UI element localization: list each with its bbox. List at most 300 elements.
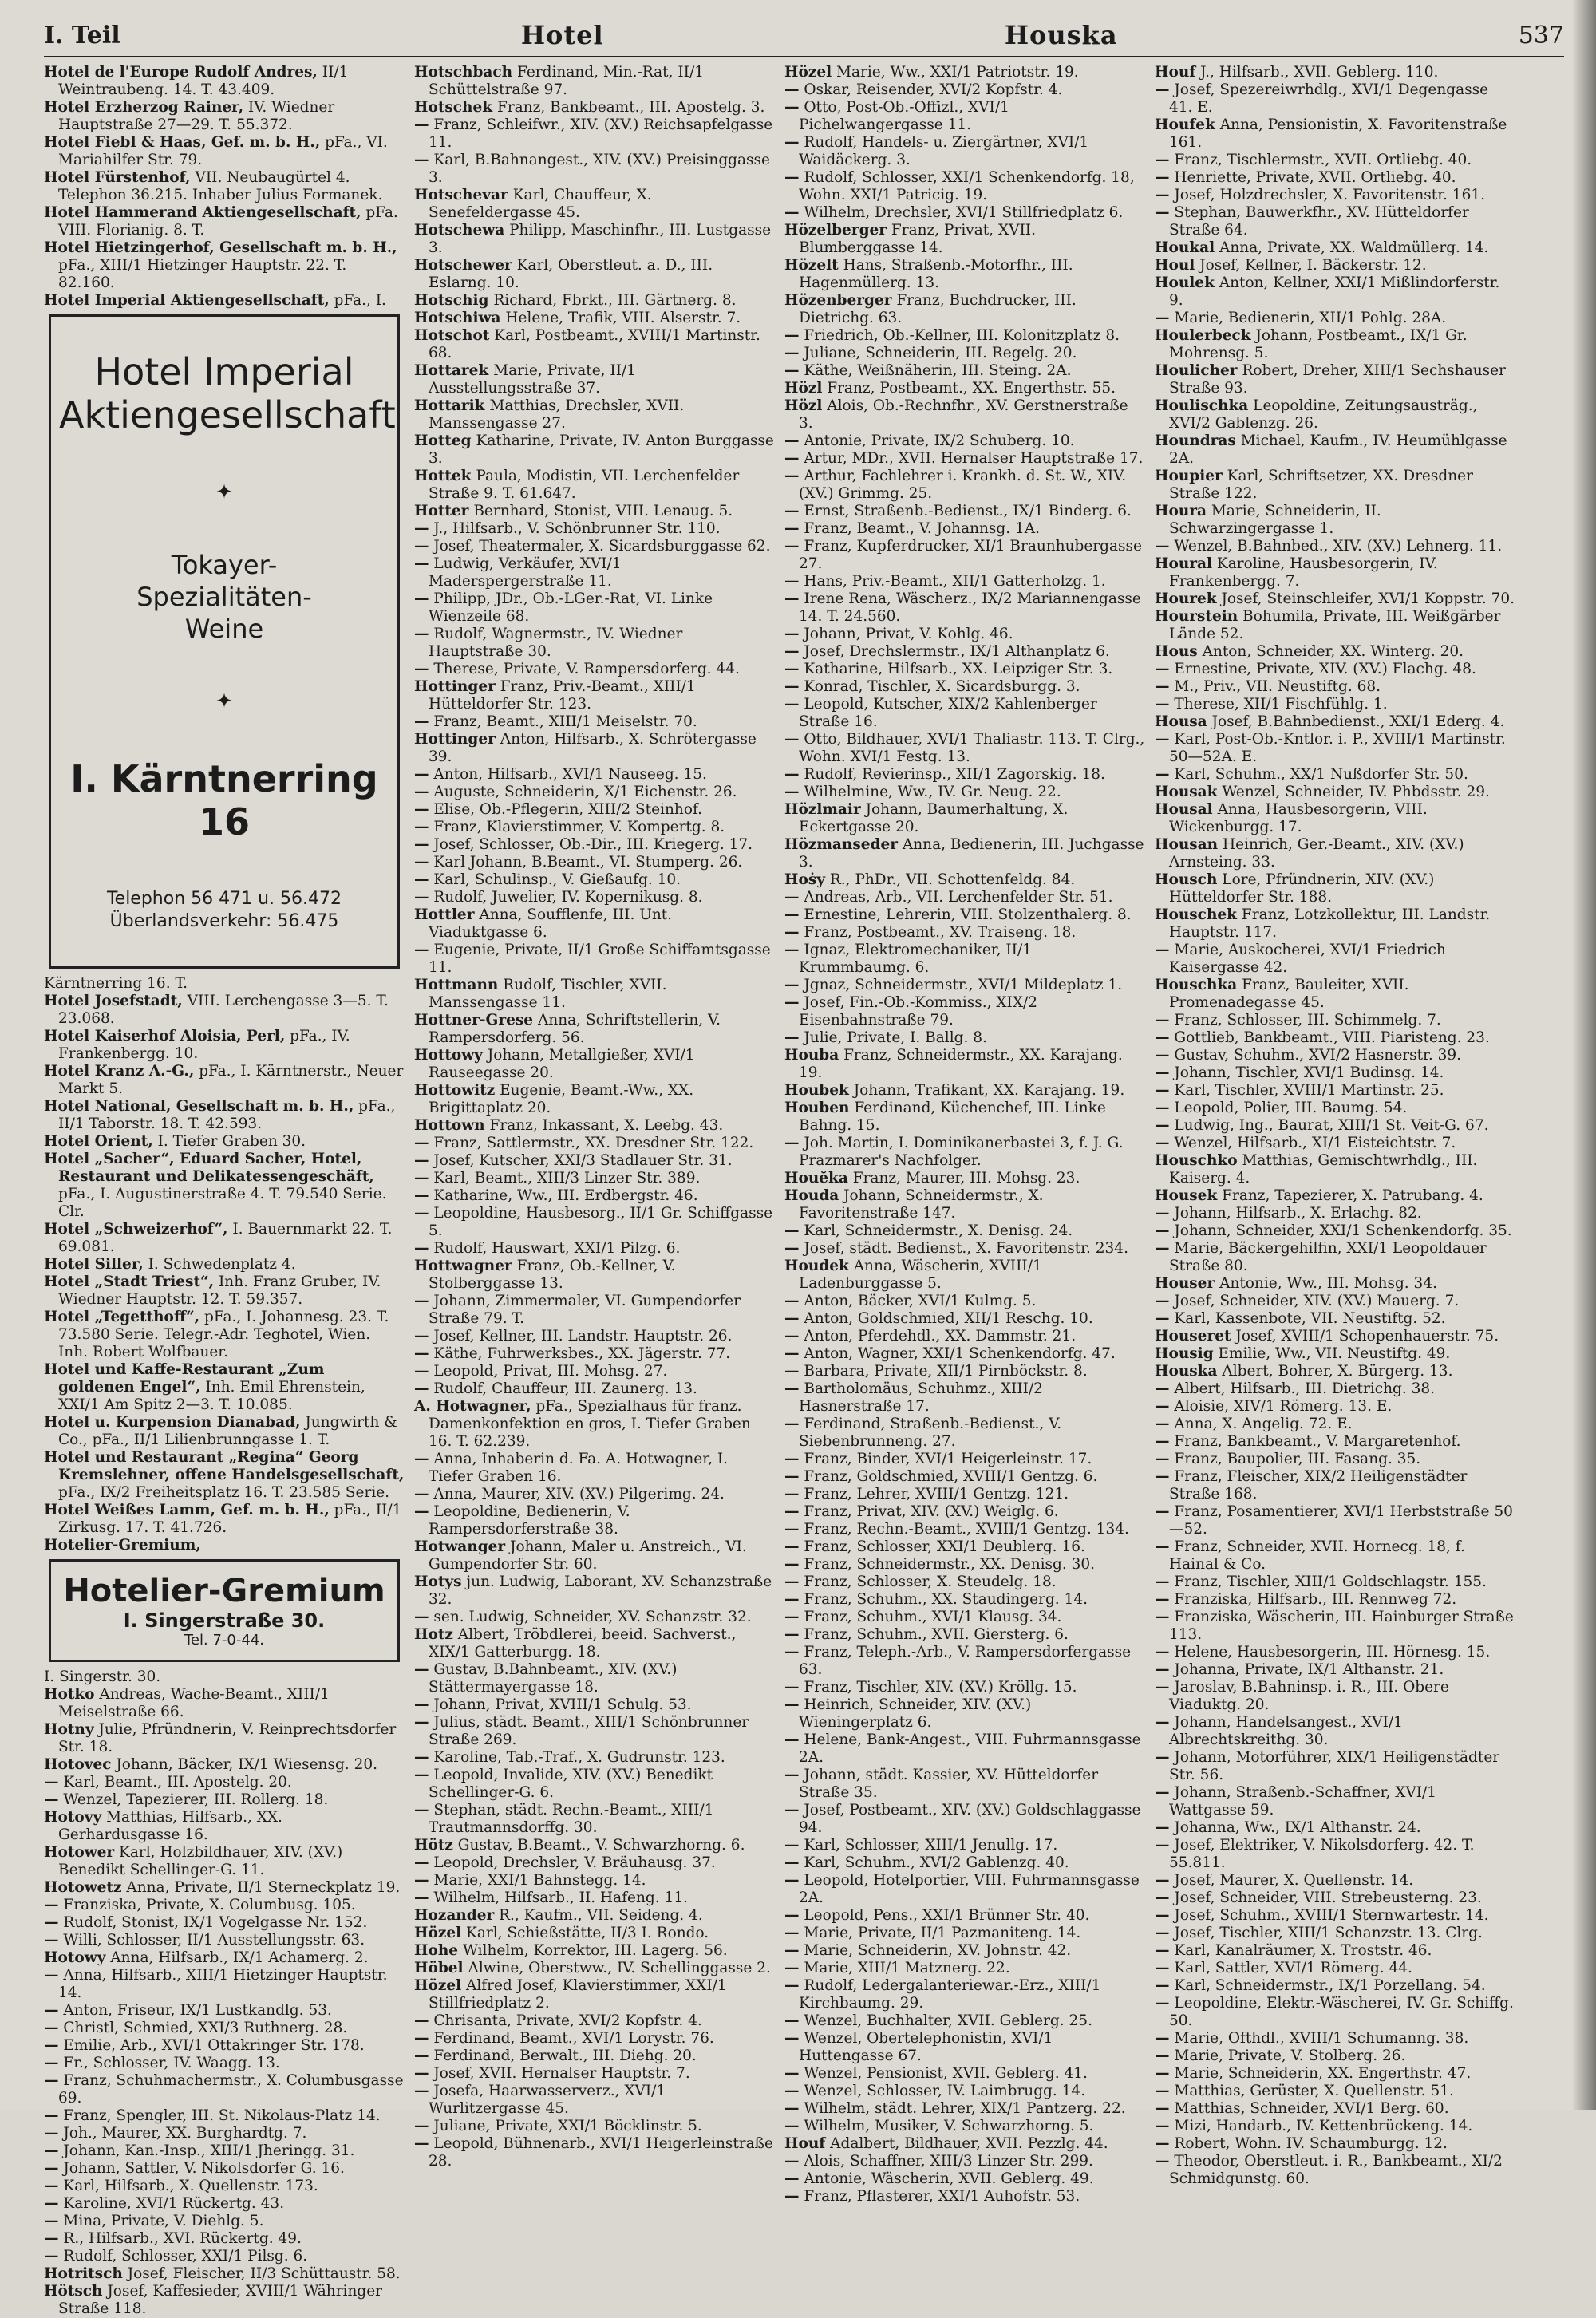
entry-details: Karl, Post-Ob.-Kntlor. i. P., XVIII/1 Martinstr. 50—52A. E. [1169, 731, 1506, 765]
entry-details: Josef, Drechslermstr., IX/1 Althanplatz 6. [804, 643, 1110, 660]
ad-title-line2: Aktiengesellschaft [59, 393, 396, 436]
directory-entry [414, 1837, 775, 1854]
directory-entry [784, 1802, 1145, 1837]
entry-name: — [1155, 1784, 1170, 1801]
entry-name: — [784, 1679, 800, 1696]
entry-name: — [414, 2135, 429, 2152]
column-4 [1155, 64, 1515, 2318]
entry-details: Anton, Bäcker, XVI/1 Kulmg. 5. [804, 1293, 1037, 1309]
entry-details: VIII. Lerchengasse 3—5. T. 23.068. [58, 993, 389, 1027]
entry-name: — [414, 152, 429, 168]
directory-entry [44, 1774, 405, 1791]
directory-entry [1155, 1644, 1515, 1661]
entry-details: Karl, Kanalräumer, X. Troststr. 46. [1174, 1942, 1432, 1959]
entry-name: — [784, 1029, 800, 1046]
entry-name: — [784, 1135, 800, 1151]
entry-name: Housek [1155, 1187, 1218, 1204]
directory-entry [414, 1890, 775, 1907]
entry-details: Willi, Schlosser, II/1 Ausstellungsstr. 63. [63, 1932, 365, 1949]
directory-entry [1155, 64, 1515, 81]
entry-name: — [784, 1591, 800, 1608]
directory-entry [414, 713, 775, 731]
entry-details: Mina, Private, V. Diehlg. 5. [63, 2213, 264, 2229]
directory-entry [44, 1221, 405, 1256]
entry-details: Ferdinand, Beamt., XVI/1 Lorystr. 76. [433, 2030, 714, 2047]
directory-entry [414, 1328, 775, 1345]
entry-name: — [784, 889, 800, 906]
directory-entry [414, 555, 775, 590]
entry-details: Josef, Elektriker, V. Nikolsdorferg. 42. T. 55.811. [1169, 1837, 1475, 1871]
entry-details: Johann, Bäcker, IX/1 Wiesensg. 20. [116, 1756, 377, 1773]
directory-entry [414, 626, 775, 661]
entry-details: Franz, Lotzkollektur, III. Landstr. Hauptstr. 117. [1169, 906, 1491, 941]
entry-name: — [44, 1774, 59, 1791]
entry-name: — [784, 450, 800, 467]
directory-entry [784, 2118, 1145, 2135]
entry-details: Philipp, Maschinfhr., III. Lustgasse 3. [429, 222, 772, 256]
entry-details: Heinrich, Schneider, XIV. (XV.) Wieningerplatz 6. [799, 1696, 1032, 1731]
directory-entry [1155, 1784, 1515, 1819]
entry-name: — [1155, 1398, 1170, 1415]
entry-name: Hottinger [414, 678, 496, 695]
entry-name: — [44, 2055, 59, 2071]
entry-name: Hözmanseder [784, 836, 898, 853]
entry-name: — [44, 2072, 59, 2089]
directory-entry [784, 1942, 1145, 1960]
entry-name: — [44, 2125, 59, 2142]
entry-name: — [1155, 1117, 1170, 1134]
directory-entry [1155, 1942, 1515, 1960]
directory-entry [784, 1240, 1145, 1258]
directory-entry [1155, 81, 1515, 116]
directory-entry [44, 1309, 405, 1361]
entry-details: Robert, Dreher, XIII/1 Sechshauser Straße 93. [1169, 362, 1506, 397]
entry-name: Hourek [1155, 590, 1217, 607]
entry-details: Irene Rena, Wäscherz., IX/2 Mariannengasse 14. T. 24.560. [799, 590, 1141, 625]
entry-name: Hotel Orient, [44, 1133, 153, 1150]
entry-name: — [784, 906, 800, 923]
directory-entry [1155, 1995, 1515, 2030]
directory-entry [784, 2153, 1145, 2170]
entry-name: — [1155, 1819, 1170, 1836]
entry-details: VII. Neubaugürtel 4. Telephon 36.215. Inhaber Julius Formanek. [58, 169, 383, 203]
entry-name: — [784, 977, 800, 993]
directory-entry [414, 1907, 775, 1925]
entry-details: IV. Wiedner Hauptstraße 27—29. T. 55.372. [58, 99, 335, 133]
directory-entry [1155, 1837, 1515, 1872]
directory-entry [414, 731, 775, 766]
entry-name: — [1155, 2048, 1170, 2064]
directory-entry [44, 134, 405, 169]
entry-details: Josef, Spezereiwrhdlg., XVI/1 Degengasse 41. E. [1169, 81, 1489, 116]
directory-entry [1155, 1468, 1515, 1503]
directory-entry [1155, 503, 1515, 538]
entry-name: Housak [1155, 784, 1218, 800]
entry-details: Franz, Lehrer, XVIII/1 Gentzg. 121. [804, 1486, 1069, 1503]
column-2 [414, 64, 775, 2318]
entry-details: Leopold, Polier, III. Baumg. 54. [1174, 1100, 1408, 1116]
entry-name: — [784, 503, 800, 519]
columns [44, 64, 1564, 2317]
entry-details: Marie, Auskocherei, XVI/1 Friedrich Kaisergasse 42. [1169, 942, 1446, 976]
entry-details: Mizi, Handarb., IV. Kettenbrückeng. 14. [1174, 2118, 1473, 2134]
entry-details: Theodor, Oberstleut. i. R., Bankbeamt., XI/2 Schmidgunstg. 60. [1169, 2153, 1503, 2187]
entry-name: — [414, 1170, 429, 1187]
entry-name: Hourstein [1155, 608, 1238, 625]
entry-name: — [414, 1240, 429, 1257]
directory-entry [44, 1897, 405, 1914]
entry-name: — [784, 538, 800, 555]
directory-entry [44, 1361, 405, 1414]
entry-name: — [44, 2230, 59, 2247]
entry-details: Franziska, Private, X. Columbusg. 105. [63, 1897, 356, 1913]
directory-entry [414, 2065, 775, 2083]
directory-entry [44, 1537, 405, 1554]
directory-entry [784, 362, 1145, 380]
entry-name: Hottarik [414, 397, 485, 414]
directory-entry [784, 1187, 1145, 1222]
entry-name: — [1155, 1451, 1170, 1467]
entry-name: Houlek [1155, 274, 1215, 291]
directory-entry [784, 1609, 1145, 1626]
entry-details: Karl, Kassenbote, VII. Neustiftg. 52. [1174, 1310, 1446, 1327]
entry-details: Franz, Kupferdrucker, XI/1 Braunhubergasse 27. [799, 538, 1142, 572]
entry-name: — [784, 766, 800, 783]
directory-entry [1155, 169, 1515, 187]
entry-name: Hottowitz [414, 1082, 496, 1099]
entry-name: — [414, 1205, 429, 1222]
entry-name: Hottinger [414, 731, 496, 748]
directory-entry [784, 1258, 1145, 1293]
entry-name: — [784, 1925, 800, 1941]
entry-details: Otto, Post-Ob.-Offizl., XVI/1 Pichelwangergasse 11. [799, 99, 1009, 133]
entry-name: Hotz [414, 1626, 453, 1643]
entry-name: — [784, 432, 800, 449]
entry-details: Marie, Bäckergehilfin, XXI/1 Leopoldauer Straße 80. [1169, 1240, 1487, 1274]
entry-name: — [784, 942, 800, 958]
directory-entry [784, 1574, 1145, 1591]
entry-details: Ferdinand, Berwalt., III. Diehg. 20. [433, 2048, 697, 2064]
directory-entry [414, 2030, 775, 2048]
entry-details: Christl, Schmied, XXI/3 Ruthnerg. 28. [63, 2020, 348, 2036]
directory-entry [784, 1310, 1145, 1328]
directory-entry [1155, 1135, 1515, 1152]
directory-entry [1155, 1029, 1515, 1047]
entry-name: — [1155, 1977, 1170, 1994]
entry-details: Leopold, Invalide, XIV. (XV.) Benedikt Schellinger-G. 6. [429, 1767, 713, 1801]
entry-name: — [1155, 1082, 1170, 1099]
entry-details: Franz, Schneidermstr., XX. Karajang. 19. [799, 1047, 1123, 1081]
entry-details: Karl, Chauffeur, X. Senefeldergasse 45. [429, 187, 652, 221]
entry-details: Kärntnerring 16. T. [44, 975, 188, 992]
entry-name: — [1155, 2100, 1170, 2117]
entry-details: Gustav, B.Beamt., V. Schwarzhorng. 6. [457, 1837, 745, 1854]
entry-name: — [784, 1574, 800, 1590]
entry-details: Gustav, B.Bahnbeamt., XIV. (XV.) Stättermayergasse 18. [429, 1661, 678, 1696]
entry-details: Franz, Maurer, III. Mohsg. 23. [852, 1170, 1080, 1187]
entry-name: — [1155, 942, 1170, 958]
entry-name: — [414, 1451, 429, 1467]
entry-name: — [44, 2248, 59, 2265]
entry-name: — [414, 1714, 429, 1731]
directory-entry [1155, 1574, 1515, 1591]
entry-name: Houschko [1155, 1152, 1238, 1169]
directory-entry [44, 1809, 405, 1844]
entry-details: Anton, Pferdehdl., XX. Dammstr. 21. [804, 1328, 1077, 1345]
entry-name: — [784, 924, 800, 941]
directory-entry [1155, 906, 1515, 942]
entry-details: pFa., I. Augustinerstraße 4. T. 79.540 Serie. Clr. [58, 1186, 387, 1220]
entry-name: Hous [1155, 643, 1198, 660]
directory-entry [784, 2170, 1145, 2188]
entry-details: Rudolf, Hauswart, XXI/1 Pilzg. 6. [433, 1240, 681, 1257]
entry-name: — [784, 696, 800, 713]
entry-name: — [1155, 1468, 1170, 1485]
entry-details: Auguste, Schneiderin, X/1 Eichenstr. 26. [433, 784, 737, 800]
entry-name: — [414, 590, 429, 607]
entry-details: Wenzel, Buchhalter, XVII. Geblerg. 25. [804, 2012, 1092, 2029]
entry-details: Leopoldine, Hausbesorg., II/1 Gr. Schiffgasse 5. [429, 1205, 773, 1239]
directory-entry [784, 643, 1145, 661]
entry-details: Karl, Schneidermstr., X. Denisg. 24. [804, 1222, 1073, 1239]
entry-name: — [784, 468, 800, 484]
column-1 [44, 64, 405, 2318]
directory-entry [784, 2135, 1145, 2153]
directory-entry [1155, 942, 1515, 977]
entry-name: Hotschewer [414, 257, 512, 274]
entry-name: — [1155, 1995, 1170, 2012]
entry-details: Karl, Beamt., III. Apostelg. 20. [63, 1774, 292, 1791]
entry-details: Richard, Fbrkt., III. Gärtnerg. 8. [493, 292, 737, 309]
directory-entry [414, 116, 775, 152]
entry-details: Josef, Kellner, III. Landstr. Hauptstr. 26. [433, 1328, 733, 1345]
directory-entry [414, 1258, 775, 1293]
entry-details: Jungwirth & Co., pFa., II/1 Lilienbrunngasse 1. T. [58, 1414, 397, 1448]
entry-name: — [784, 590, 800, 607]
entry-name: — [414, 2065, 429, 2082]
directory-entry [44, 1932, 405, 1949]
entry-details: Josef, Schneider, XIV. (XV.) Mauerg. 7. [1174, 1293, 1460, 1309]
entry-details: Joh. Martin, I. Dominikanerbastei 3, f. J. G. Prazmarer's Nachfolger. [799, 1135, 1124, 1169]
entry-details: Rudolf, Stonist, IX/1 Vogelgasse Nr. 152. [63, 1914, 368, 1931]
entry-name: — [414, 1872, 429, 1889]
entry-details: Anna, Soufflenfe, III. Unt. Viaduktgasse 6. [429, 906, 673, 941]
entry-name: — [784, 678, 800, 695]
entry-name: Hotel Kaiserhof Aloisia, Perl, [44, 1028, 286, 1044]
entry-details: Josef, Kaffesieder, XVIII/1 Währinger Straße 118. [58, 2283, 382, 2317]
directory-entry [44, 2178, 405, 2195]
directory-entry [44, 1449, 405, 1502]
entry-name: — [1155, 187, 1170, 203]
entry-details: Anna, Hilfsarb., XIII/1 Hietzinger Hauptstr. 14. [58, 1967, 388, 2001]
entry-name: Hotowy [44, 1949, 106, 1966]
entry-details: Albert, Tröbdlerei, beeid. Sachverst., XIX/1 Gatterburgg. 18. [429, 1626, 737, 1661]
directory-entry [784, 1679, 1145, 1696]
directory-entry [1155, 1538, 1515, 1574]
entry-name: Hottarek [414, 362, 489, 379]
entry-details: Henriette, Private, XVII. Ortliebg. 40. [1174, 169, 1456, 186]
entry-name: — [784, 1468, 800, 1485]
entry-details: Josef, Tischler, XIII/1 Schanzstr. 13. Clrg. [1174, 1925, 1483, 1941]
entry-name: Housa [1155, 713, 1207, 730]
entry-details: Inh. Emil Ehrenstein, XXI/1 Am Spitz 2—3. T. 10.085. [58, 1379, 365, 1413]
entry-name: — [414, 1854, 429, 1871]
entry-name: Hotelier-Gremium, [44, 1537, 201, 1554]
entry-name: Hohe [414, 1942, 459, 1959]
directory-entry [1155, 1240, 1515, 1275]
directory-entry [784, 257, 1145, 292]
directory-entry [414, 1152, 775, 1170]
entry-details: Franz, Schlosser, III. Schimmelg. 7. [1174, 1012, 1441, 1029]
directory-entry [414, 1802, 775, 1837]
entry-name: Housch [1155, 871, 1218, 888]
directory-entry [44, 1844, 405, 1879]
entry-name: Hotschig [414, 292, 489, 309]
entry-name: — [784, 1521, 800, 1538]
directory-entry [44, 1063, 405, 1098]
entry-name: Hotel de l'Europe Rudolf Andres, [44, 64, 318, 81]
directory-entry [1155, 2048, 1515, 2065]
entry-name: — [784, 1802, 800, 1818]
entry-name: — [784, 1416, 800, 1432]
directory-entry [1155, 432, 1515, 468]
entry-details: Wenzel, Schneider, IV. Phbdsstr. 29. [1222, 784, 1490, 800]
entry-name: Hotel und Kaffe-Restaurant „Zum goldenen Engel“, [44, 1361, 325, 1396]
ad-overland: Überlandsverkehr: 56.475 [109, 911, 339, 932]
entry-name: Housal [1155, 801, 1213, 818]
directory-entry [784, 397, 1145, 432]
entry-details: Adalbert, Bildhauer, XVII. Pezzlg. 44. [830, 2135, 1108, 2152]
entry-name: — [414, 1609, 429, 1625]
directory-entry [784, 1468, 1145, 1486]
directory-entry [1155, 2083, 1515, 2100]
directory-entry [784, 81, 1145, 99]
entry-details: Bohumila, Private, III. Weißgärber Lände 52. [1169, 608, 1501, 642]
directory-entry [784, 573, 1145, 590]
entry-details: Inh. Franz Gruber, IV. Wiedner Hauptstr. 12. T. 59.357. [58, 1274, 381, 1308]
directory-entry [44, 2125, 405, 2142]
entry-name: Hözenberger [784, 292, 892, 309]
entry-name: — [784, 1837, 800, 1854]
entry-name: Hotel Erzherzog Rainer, [44, 99, 244, 116]
entry-details: pFa., Spezialhaus für franz. Damenkonfektion en gros, I. Tiefer Graben 16. T. 62.239. [429, 1398, 751, 1450]
directory-entry [44, 2230, 405, 2248]
directory-entry [414, 1380, 775, 1398]
entry-details: Wilhelm, Hilfsarb., II. Hafeng. 11. [433, 1890, 688, 1906]
directory-entry [1155, 152, 1515, 169]
entry-details: Franz, Bauleiter, XVII. Promenadegasse 45. [1169, 977, 1409, 1011]
entry-name: — [44, 1791, 59, 1808]
entry-details: Marie, Schneiderin, XV. Johnstr. 42. [804, 1942, 1072, 1959]
directory-entry [44, 1756, 405, 1774]
directory-entry [1155, 538, 1515, 555]
entry-name: — [1155, 731, 1170, 748]
directory-entry [784, 520, 1145, 538]
entry-details: Alois, Schaffner, XIII/3 Linzer Str. 299. [804, 2153, 1093, 2170]
entry-details: Matthias, Gemischtwrhdlg., III. Kaiserg. 4. [1169, 1152, 1478, 1187]
directory-entry [784, 134, 1145, 169]
entry-details: Karl, Schneidermstr., IX/1 Porzellang. 54. [1174, 1977, 1486, 1994]
directory-entry [1155, 1503, 1515, 1538]
directory-entry [784, 1416, 1145, 1451]
directory-entry [784, 731, 1145, 766]
entry-details: Matthias, Hilfsarb., XX. Gerhardusgasse 16. [58, 1809, 282, 1843]
directory-entry [414, 1714, 775, 1749]
entry-details: Rudolf, Juwelier, IV. Kopernikusg. 8. [433, 889, 703, 906]
entry-details: Karl, Hilfsarb., X. Quellenstr. 173. [63, 2178, 318, 2194]
entry-name: — [784, 626, 800, 642]
entry-details: Alfred Josef, Klavierstimmer, XXI/1 Stillfriedplatz 2. [429, 1977, 727, 2012]
entry-name: — [784, 1644, 800, 1661]
directory-entry [784, 432, 1145, 450]
entry-name: — [414, 784, 429, 800]
entry-details: Rudolf, Handels- u. Ziergärtner, XVI/1 Waidäckerg. 3. [799, 134, 1089, 168]
entry-name: — [414, 1363, 429, 1380]
entry-details: Anna, Pensionistin, X. Favoritenstraße 161. [1169, 116, 1507, 151]
directory-entry [414, 766, 775, 784]
directory-entry [784, 1486, 1145, 1503]
ad-telephone: Telephon 56 471 u. 56.472 [106, 889, 342, 910]
directory-entry [1155, 327, 1515, 362]
entry-name: — [784, 2188, 800, 2205]
header-rule [44, 56, 1564, 57]
directory-entry [1155, 696, 1515, 713]
directory-entry [44, 2265, 405, 2283]
entry-details: Barbara, Private, XII/1 Pirnböckstr. 8. [804, 1363, 1088, 1380]
directory-entry [1155, 1416, 1515, 1433]
entry-name: — [784, 1363, 800, 1380]
directory-entry [1155, 1907, 1515, 1925]
directory-entry [784, 1380, 1145, 1416]
entry-name: — [414, 2012, 429, 2029]
entry-details: Stephan, städt. Rechn.-Beamt., XIII/1 Trautmannsdorffg. 30. [429, 1802, 714, 1836]
entry-details: Helene, Bank-Angest., VIII. Fuhrmannsgasse 2A. [799, 1732, 1141, 1766]
directory-entry [44, 2072, 405, 2107]
directory-entry [784, 1328, 1145, 1345]
entry-details: Franz, Teleph.-Arb., V. Rampersdorfergasse 63. [799, 1644, 1132, 1678]
entry-name: Hotovec [44, 1756, 112, 1773]
entry-details: Bernhard, Stonist, VIII. Lenaug. 5. [473, 503, 733, 519]
directory-entry [1155, 1960, 1515, 1977]
entry-details: Käthe, Fuhrwerksbes., XX. Jägerstr. 77. [433, 1345, 731, 1362]
directory-entry [414, 468, 775, 503]
directory-entry [44, 1256, 405, 1274]
entry-name: Hözelberger [784, 222, 887, 239]
entry-details: Karl, Schulinsp., V. Gießaufg. 10. [433, 871, 681, 888]
entry-details: Johanna, Ww., IX/1 Althanstr. 24. [1174, 1819, 1421, 1836]
entries-before-ad [44, 64, 405, 310]
directory-entry [44, 1668, 405, 1686]
entry-details: Karl, Schuhm., XVI/2 Gablenzg. 40. [804, 1854, 1069, 1871]
entry-details: Michael, Kaufm., IV. Heumühlgasse 2A. [1169, 432, 1507, 467]
directory-entry [784, 784, 1145, 801]
entry-name: — [414, 2083, 429, 2099]
entry-details: Matthias, Gerüster, X. Quellenstr. 51. [1174, 2083, 1454, 2099]
entry-name: — [1155, 1029, 1170, 1046]
entry-name: Hotny [44, 1721, 94, 1738]
entry-details: Leopold, Drechsler, V. Bräuhausg. 37. [433, 1854, 716, 1871]
entry-details: Alois, Ob.-Rechnfhr., XV. Gerstnerstraße 3. [799, 397, 1128, 432]
entry-details: Juliane, Schneiderin, III. Regelg. 20. [804, 345, 1077, 361]
entry-details: Franziska, Wäscherin, III. Hainburger Straße 113. [1169, 1609, 1514, 1643]
entry-details: Johann, Straßenb.-Schaffner, XVI/1 Wattgasse 59. [1169, 1784, 1437, 1818]
entry-details: Matthias, Drechsler, XVII. Manssengasse 27. [429, 397, 685, 432]
entry-details: Marie, Bedienerin, XII/1 Pohlg. 28A. [1174, 310, 1447, 326]
directory-entry [414, 222, 775, 257]
entry-name: Hözl [784, 397, 823, 414]
entry-details: Franz, Pflasterer, XXI/1 Auhofstr. 53. [804, 2188, 1080, 2205]
entry-name: Hotschiwa [414, 310, 501, 326]
